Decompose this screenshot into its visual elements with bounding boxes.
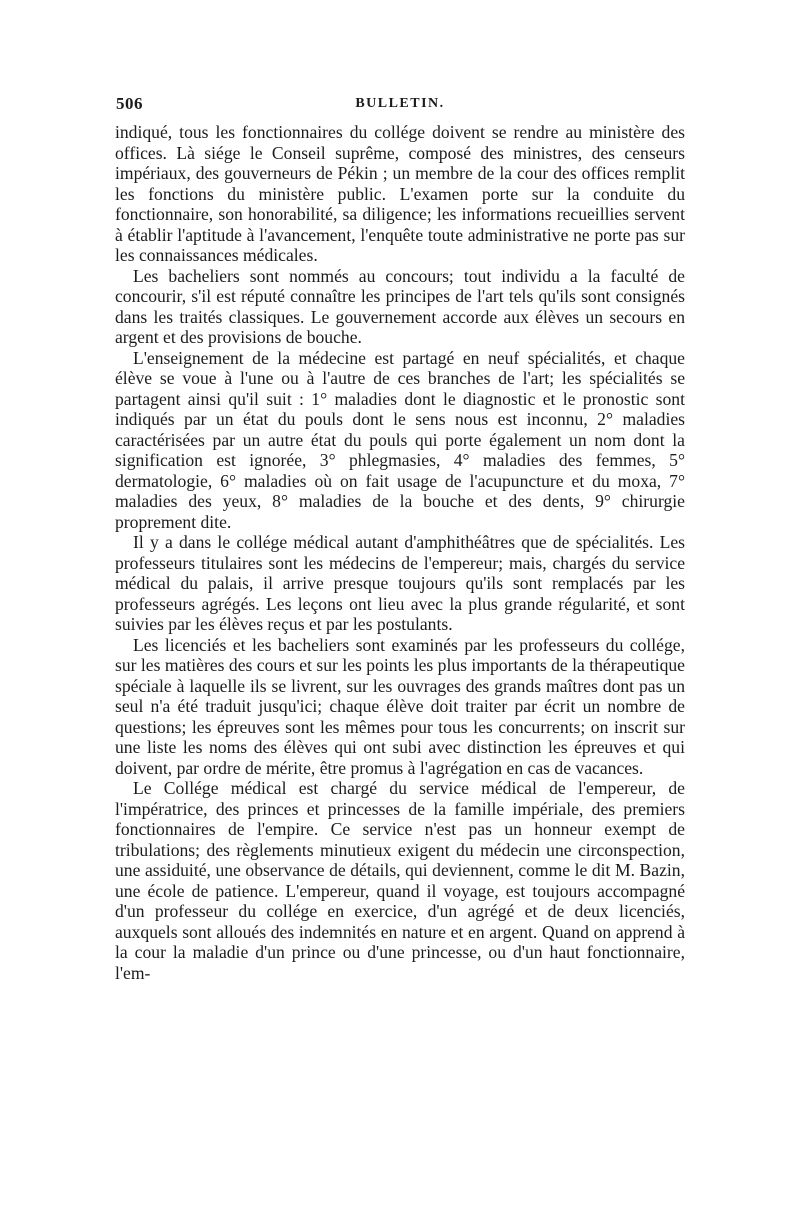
paragraph-examens: Les licenciés et les bacheliers sont examinés par les professeurs du collége, sur les matières des cours et sur les points les plus importants de la thérapeutique spéciale à laquelle ils se livrent, sur les ouvrages des grands maîtres dont pas un seul n'a été traduit jusqu'ici; chaque élève doit traiter par écrit un nombre de questions; les épreuves sont les mêmes pour tous les concurrents; on inscrit sur une liste les noms des élèves qui ont subi avec distinction les épreuves et qui doivent, par ordre de mérite, être promus à l'agrégation en cas de vacances. xyxy=(115,634,685,778)
paragraph-enseignement: L'enseignement de la médecine est partagé en neuf spécialités, et chaque élève se voue à l'une ou à l'autre de ces branches de l'art; les spécialités se partagent ainsi qu'il suit : 1° maladies dont le diagnostic et le pronostic sont indiqués par un état du pouls dont le sens nous est inconnu, 2° maladies caractérisées par un autre état du pouls qui porte également un nom dont la signification est ignorée, 3° phlegmasies, 4° maladies des femmes, 5° dermatologie, 6° maladies où on fait usage de l'acupuncture et du moxa, 7° maladies des yeux, 8° maladies de la bouche et des dents, 9° chirurgie proprement dite. xyxy=(115,347,685,532)
paragraph-bacheliers: Les bacheliers sont nommés au concours; tout individu a la faculté de concourir, s'il est réputé connaître les principes de l'art tels qu'ils sont consignés dans les traités classiques. Le gouvernement accorde aux élèves un secours en argent et des provisions de bouche. xyxy=(115,265,685,347)
body-text xyxy=(115,122,685,983)
book-page xyxy=(115,92,685,1182)
page-header xyxy=(115,92,685,122)
page-number: 506 xyxy=(116,94,143,113)
running-title: BULLETIN. xyxy=(355,96,445,111)
paragraph-continued: indiqué, tous les fonctionnaires du collége doivent se rendre au ministère des offices. Là siége le Conseil suprême, composé des ministres, des censeurs impériaux, des gouverneurs de Pékin ; un membre de la cour des offices remplit les fonctions du ministère public. L'examen porte sur la conduite du fonctionnaire, son honorabilité, sa diligence; les informations recueillies servent à établir l'aptitude à l'avancement, l'enquête toute administrative ne porte pas sur les connaissances médicales. xyxy=(115,122,685,265)
paragraph-service-medical: Le Collége médical est chargé du service médical de l'empereur, de l'impératrice, des princes et princesses de la famille impériale, des premiers fonctionnaires de l'empire. Ce service n'est pas un honneur exempt de tribulations; des règlements minutieux exigent du médecin une circonspection, une assiduité, une observance de détails, qui deviennent, comme le dit M. Bazin, une école de patience. L'empereur, quand il voyage, est toujours accompagné d'un professeur du collége en exercice, d'un agrégé et de deux licenciés, auxquels sont alloués des indemnités en nature et en argent. Quand on apprend à la cour la maladie d'un prince ou d'une princesse, ou d'un haut fonctionnaire, l'em- xyxy=(115,778,685,983)
paragraph-amphitheatres: Il y a dans le collége médical autant d'amphithéâtres que de spécialités. Les professeurs titulaires sont les médecins de l'empereur; mais, chargés du service médical du palais, il arrive presque toujours qu'ils sont remplacés par les professeurs agrégés. Les leçons ont lieu avec la plus grande régularité, et sont suivies par les élèves reçus et par les postulants. xyxy=(115,532,685,634)
